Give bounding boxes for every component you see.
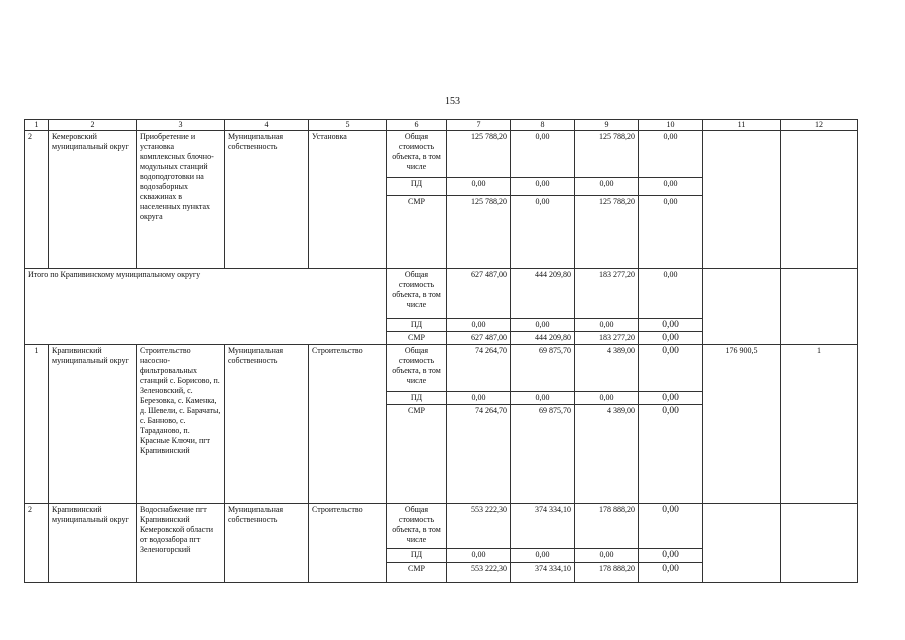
org-cell: Крапивинский муниципальный округ <box>49 345 137 504</box>
value-cell: 125 788,20 <box>575 196 639 269</box>
value-cell: 444 209,80 <box>511 332 575 345</box>
org-cell: Крапивинский муниципальный округ <box>49 504 137 583</box>
value-cell: 0,00 <box>639 345 703 392</box>
value-cell: 178 888,20 <box>575 504 639 549</box>
value-cell: 0,00 <box>639 332 703 345</box>
value-cell: 0,00 <box>639 178 703 196</box>
value-cell: 125 788,20 <box>447 131 511 178</box>
column-header: 2 <box>49 120 137 131</box>
value-cell: 178 888,20 <box>575 563 639 583</box>
empty-cell <box>781 269 858 345</box>
value-cell: 0,00 <box>511 549 575 563</box>
value-cell: 0,00 <box>511 178 575 196</box>
value-cell: 4 389,00 <box>575 405 639 504</box>
empty-cell <box>703 269 781 345</box>
value-cell: 0,00 <box>575 392 639 405</box>
work-type-cell: Строительство <box>309 504 387 583</box>
org-cell: Кемеровский муниципальный округ <box>49 131 137 269</box>
total-label: Итого по Крапивинскому муниципальному округу <box>25 269 387 345</box>
value-cell: 125 788,20 <box>447 196 511 269</box>
object-name-cell: Приобретение и установка комплексных блочно-модульных станций водоподготовки на водозаборных скважинах в населенных пунктах округа <box>137 131 225 269</box>
value-cell: 74 264,70 <box>447 345 511 392</box>
value-cell: 0,00 <box>447 178 511 196</box>
count-cell: 1 <box>781 345 858 504</box>
value-cell: 69 875,70 <box>511 405 575 504</box>
ownership-cell: Муниципальная собственность <box>225 131 309 269</box>
column-header: 4 <box>225 120 309 131</box>
column-header: 12 <box>781 120 858 131</box>
value-cell: 553 222,30 <box>447 563 511 583</box>
object-name-cell: Водоснабжение пгт Крапивинский Кемеровской области от водозабора пгт Зеленогорский <box>137 504 225 583</box>
total-row <box>25 269 858 319</box>
column-header: 8 <box>511 120 575 131</box>
work-type-cell: Установка <box>309 131 387 269</box>
value-cell: 0,00 <box>511 196 575 269</box>
value-cell: 553 222,30 <box>447 504 511 549</box>
value-cell: 0,00 <box>575 178 639 196</box>
value-cell: 374 334,10 <box>511 563 575 583</box>
empty-cell <box>781 504 858 583</box>
value-cell: 0,00 <box>575 549 639 563</box>
value-cell: 0,00 <box>447 549 511 563</box>
value-cell: 0,00 <box>447 319 511 332</box>
column-header: 1 <box>25 120 49 131</box>
row-number: 2 <box>25 131 49 269</box>
cost-label: СМР <box>387 196 447 269</box>
value-cell: 74 264,70 <box>447 405 511 504</box>
value-cell: 0,00 <box>639 196 703 269</box>
value-cell: 69 875,70 <box>511 345 575 392</box>
cost-label: ПД <box>387 319 447 332</box>
value-cell: 0,00 <box>639 504 703 549</box>
value-cell: 0,00 <box>639 549 703 563</box>
value-cell: 0,00 <box>639 405 703 504</box>
cost-label: СМР <box>387 332 447 345</box>
row-number: 1 <box>25 345 49 504</box>
value-cell: 183 277,20 <box>575 332 639 345</box>
capacity-cell: 176 900,5 <box>703 345 781 504</box>
cost-label: Общая стоимость объекта, в том числе <box>387 269 447 319</box>
cost-label: Общая стоимость объекта, в том числе <box>387 504 447 549</box>
value-cell: 444 209,80 <box>511 269 575 319</box>
value-cell: 183 277,20 <box>575 269 639 319</box>
value-cell: 0,00 <box>447 392 511 405</box>
table-row <box>25 345 858 392</box>
row-number: 2 <box>25 504 49 583</box>
column-number-row <box>25 120 858 131</box>
page-number: 153 <box>445 96 460 107</box>
cost-label: Общая стоимость объекта, в том числе <box>387 131 447 178</box>
table-row <box>25 131 858 178</box>
value-cell: 0,00 <box>639 563 703 583</box>
table-row <box>25 504 858 549</box>
value-cell: 4 389,00 <box>575 345 639 392</box>
cost-label: Общая стоимость объекта, в том числе <box>387 345 447 392</box>
empty-cell <box>781 131 858 269</box>
value-cell: 627 487,00 <box>447 332 511 345</box>
value-cell: 0,00 <box>575 319 639 332</box>
cost-label: СМР <box>387 405 447 504</box>
column-header: 11 <box>703 120 781 131</box>
value-cell: 125 788,20 <box>575 131 639 178</box>
column-header: 7 <box>447 120 511 131</box>
column-header: 9 <box>575 120 639 131</box>
value-cell: 0,00 <box>639 319 703 332</box>
value-cell: 0,00 <box>639 131 703 178</box>
value-cell: 0,00 <box>511 319 575 332</box>
value-cell: 0,00 <box>639 269 703 319</box>
cost-label: СМР <box>387 563 447 583</box>
empty-cell <box>703 504 781 583</box>
cost-label: ПД <box>387 392 447 405</box>
empty-cell <box>703 131 781 269</box>
value-cell: 0,00 <box>511 392 575 405</box>
value-cell: 627 487,00 <box>447 269 511 319</box>
column-header: 5 <box>309 120 387 131</box>
column-header: 3 <box>137 120 225 131</box>
cost-label: ПД <box>387 178 447 196</box>
value-cell: 0,00 <box>511 131 575 178</box>
work-type-cell: Строительство <box>309 345 387 504</box>
cost-label: ПД <box>387 549 447 563</box>
value-cell: 0,00 <box>639 392 703 405</box>
column-header: 6 <box>387 120 447 131</box>
ownership-cell: Муниципальная собственность <box>225 504 309 583</box>
value-cell: 374 334,10 <box>511 504 575 549</box>
ownership-cell: Муниципальная собственность <box>225 345 309 504</box>
column-header: 10 <box>639 120 703 131</box>
investment-table <box>24 119 858 583</box>
object-name-cell: Строительство насосно-фильтровальных станций с. Борисово, п. Зеленовский, с. Березовка, с. Каменка, д. Шевели, с. Барачаты, с. Банново, с. Тараданово, п. Красные Ключи, пгт Крапивинский <box>137 345 225 504</box>
